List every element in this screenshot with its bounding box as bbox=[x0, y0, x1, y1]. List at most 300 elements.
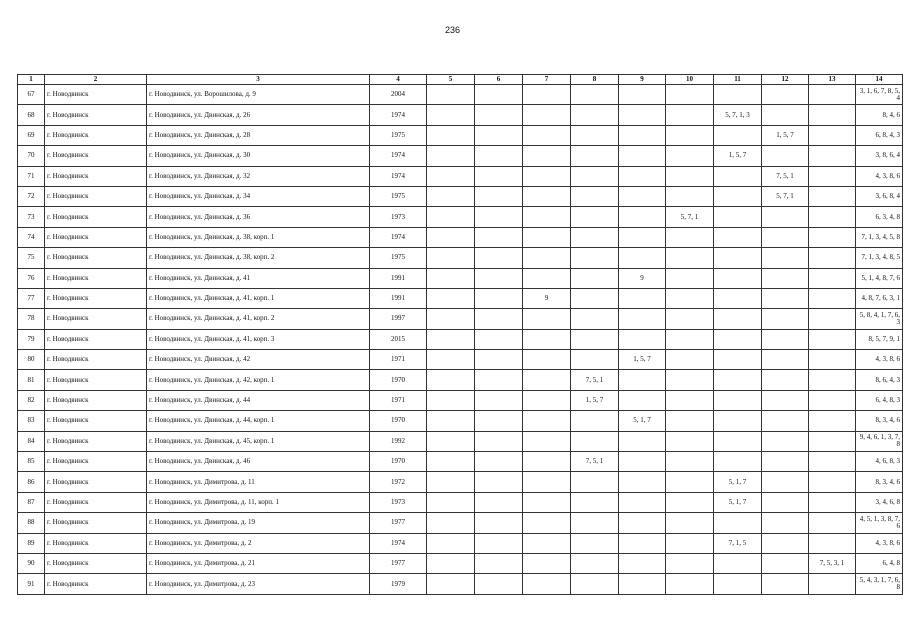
column-14-cell: 3, 4, 6, 8 bbox=[856, 492, 903, 512]
column-8-cell bbox=[571, 431, 619, 451]
column-10-cell bbox=[666, 227, 714, 247]
column-12-cell bbox=[762, 431, 809, 451]
column-6-cell bbox=[475, 105, 523, 125]
column-11-cell bbox=[714, 574, 762, 594]
column-13-cell bbox=[809, 370, 856, 390]
column-12-cell bbox=[762, 533, 809, 553]
column-10-cell bbox=[666, 472, 714, 492]
column-7-cell bbox=[523, 574, 571, 594]
column-11-cell bbox=[714, 390, 762, 410]
column-10-cell bbox=[666, 105, 714, 125]
year-cell: 1973 bbox=[370, 492, 427, 512]
column-10-cell bbox=[666, 431, 714, 451]
column-13-cell bbox=[809, 329, 856, 349]
column-5-cell bbox=[427, 288, 475, 308]
column-9-cell bbox=[619, 186, 666, 206]
column-header-4: 4 bbox=[370, 75, 427, 85]
locality-cell: г. Новодвинск bbox=[45, 370, 147, 390]
table-row bbox=[18, 248, 903, 268]
column-7-cell: 9 bbox=[523, 288, 571, 308]
column-13-cell bbox=[809, 105, 856, 125]
column-11-cell bbox=[714, 452, 762, 472]
locality-cell: г. Новодвинск bbox=[45, 472, 147, 492]
table-row bbox=[18, 553, 903, 573]
column-14-cell: 4, 3, 8, 6 bbox=[856, 350, 903, 370]
column-13-cell bbox=[809, 452, 856, 472]
table-row bbox=[18, 533, 903, 553]
table-row bbox=[18, 309, 903, 329]
row-number-cell: 71 bbox=[18, 166, 45, 186]
column-9-cell bbox=[619, 574, 666, 594]
table-row bbox=[18, 431, 903, 451]
column-14-cell: 4, 8, 7, 6, 3, 1 bbox=[856, 288, 903, 308]
column-12-cell bbox=[762, 85, 809, 105]
column-9-cell bbox=[619, 227, 666, 247]
column-8-cell: 7, 5, 1 bbox=[571, 452, 619, 472]
column-12-cell bbox=[762, 248, 809, 268]
row-number-cell: 80 bbox=[18, 350, 45, 370]
year-cell: 1970 bbox=[370, 452, 427, 472]
year-cell: 1970 bbox=[370, 370, 427, 390]
column-header-13: 13 bbox=[809, 75, 856, 85]
column-12-cell bbox=[762, 227, 809, 247]
column-12-cell bbox=[762, 452, 809, 472]
year-cell: 1974 bbox=[370, 146, 427, 166]
page-number: 236 bbox=[444, 25, 461, 35]
column-6-cell bbox=[475, 350, 523, 370]
column-8-cell bbox=[571, 166, 619, 186]
column-9-cell bbox=[619, 370, 666, 390]
address-cell: г. Новодвинск, ул. Димитрова, д. 23 bbox=[147, 574, 370, 594]
column-11-cell bbox=[714, 350, 762, 370]
address-cell: г. Новодвинск, ул. Димитрова, д. 19 bbox=[147, 513, 370, 533]
column-14-cell: 3, 6, 8, 4 bbox=[856, 186, 903, 206]
column-8-cell bbox=[571, 288, 619, 308]
column-6-cell bbox=[475, 472, 523, 492]
column-6-cell bbox=[475, 227, 523, 247]
year-cell: 1992 bbox=[370, 431, 427, 451]
column-5-cell bbox=[427, 370, 475, 390]
column-10-cell bbox=[666, 452, 714, 472]
column-6-cell bbox=[475, 492, 523, 512]
address-cell: г. Новодвинск, ул. Двинская, д. 36 bbox=[147, 207, 370, 227]
column-8-cell bbox=[571, 492, 619, 512]
column-13-cell bbox=[809, 248, 856, 268]
table-row bbox=[18, 227, 903, 247]
column-13-cell bbox=[809, 431, 856, 451]
column-10-cell bbox=[666, 268, 714, 288]
table-row bbox=[18, 513, 903, 533]
row-number-cell: 86 bbox=[18, 472, 45, 492]
column-5-cell bbox=[427, 309, 475, 329]
locality-cell: г. Новодвинск bbox=[45, 431, 147, 451]
column-header-5: 5 bbox=[427, 75, 475, 85]
column-10-cell bbox=[666, 370, 714, 390]
column-7-cell bbox=[523, 227, 571, 247]
column-5-cell bbox=[427, 350, 475, 370]
column-9-cell bbox=[619, 146, 666, 166]
table-body bbox=[18, 85, 903, 595]
column-12-cell bbox=[762, 513, 809, 533]
column-13-cell bbox=[809, 288, 856, 308]
column-11-cell bbox=[714, 227, 762, 247]
column-11-cell bbox=[714, 248, 762, 268]
column-7-cell bbox=[523, 85, 571, 105]
table-row bbox=[18, 350, 903, 370]
column-header-6: 6 bbox=[475, 75, 523, 85]
column-5-cell bbox=[427, 146, 475, 166]
column-9-cell: 9 bbox=[619, 268, 666, 288]
column-12-cell: 5, 7, 1 bbox=[762, 186, 809, 206]
column-7-cell bbox=[523, 125, 571, 145]
row-number-cell: 78 bbox=[18, 309, 45, 329]
row-number-cell: 88 bbox=[18, 513, 45, 533]
column-10-cell bbox=[666, 553, 714, 573]
row-number-cell: 72 bbox=[18, 186, 45, 206]
locality-cell: г. Новодвинск bbox=[45, 452, 147, 472]
column-9-cell bbox=[619, 288, 666, 308]
column-7-cell bbox=[523, 329, 571, 349]
column-14-cell: 5, 1, 4, 8, 7, 6 bbox=[856, 268, 903, 288]
column-14-cell: 3, 1, 6, 7, 8, 5, 4 bbox=[856, 85, 903, 105]
column-12-cell bbox=[762, 146, 809, 166]
column-6-cell bbox=[475, 85, 523, 105]
column-8-cell bbox=[571, 146, 619, 166]
row-number-cell: 68 bbox=[18, 105, 45, 125]
column-10-cell bbox=[666, 288, 714, 308]
column-5-cell bbox=[427, 268, 475, 288]
year-cell: 1977 bbox=[370, 513, 427, 533]
column-14-cell: 4, 3, 8, 6 bbox=[856, 166, 903, 186]
column-13-cell bbox=[809, 146, 856, 166]
address-cell: г. Новодвинск, ул. Двинская, д. 26 bbox=[147, 105, 370, 125]
column-10-cell bbox=[666, 390, 714, 410]
locality-cell: г. Новодвинск bbox=[45, 227, 147, 247]
year-cell: 1975 bbox=[370, 248, 427, 268]
row-number-cell: 87 bbox=[18, 492, 45, 512]
row-number-cell: 91 bbox=[18, 574, 45, 594]
column-5-cell bbox=[427, 85, 475, 105]
column-7-cell bbox=[523, 553, 571, 573]
address-cell: г. Новодвинск, ул. Двинская, д. 46 bbox=[147, 452, 370, 472]
column-7-cell bbox=[523, 105, 571, 125]
column-11-cell: 7, 1, 5 bbox=[714, 533, 762, 553]
column-7-cell bbox=[523, 166, 571, 186]
locality-cell: г. Новодвинск bbox=[45, 186, 147, 206]
column-7-cell bbox=[523, 146, 571, 166]
column-11-cell: 1, 5, 7 bbox=[714, 146, 762, 166]
column-7-cell bbox=[523, 452, 571, 472]
column-7-cell bbox=[523, 513, 571, 533]
table-row bbox=[18, 125, 903, 145]
column-9-cell bbox=[619, 85, 666, 105]
column-7-cell bbox=[523, 309, 571, 329]
column-6-cell bbox=[475, 186, 523, 206]
column-8-cell bbox=[571, 574, 619, 594]
column-11-cell bbox=[714, 411, 762, 431]
column-8-cell bbox=[571, 329, 619, 349]
column-9-cell bbox=[619, 431, 666, 451]
column-10-cell bbox=[666, 533, 714, 553]
column-header-3: 3 bbox=[147, 75, 370, 85]
locality-cell: г. Новодвинск bbox=[45, 268, 147, 288]
column-7-cell bbox=[523, 268, 571, 288]
column-13-cell bbox=[809, 390, 856, 410]
column-8-cell bbox=[571, 350, 619, 370]
year-cell: 1974 bbox=[370, 533, 427, 553]
column-6-cell bbox=[475, 390, 523, 410]
address-cell: г. Новодвинск, ул. Двинская, д. 38, корп. 2 bbox=[147, 248, 370, 268]
column-12-cell bbox=[762, 309, 809, 329]
column-5-cell bbox=[427, 553, 475, 573]
column-13-cell bbox=[809, 227, 856, 247]
column-5-cell bbox=[427, 492, 475, 512]
address-cell: г. Новодвинск, ул. Димитрова, д. 11 bbox=[147, 472, 370, 492]
column-11-cell bbox=[714, 207, 762, 227]
table-row bbox=[18, 574, 903, 594]
column-10-cell bbox=[666, 166, 714, 186]
column-9-cell bbox=[619, 207, 666, 227]
address-cell: г. Новодвинск, ул. Димитрова, д. 21 bbox=[147, 553, 370, 573]
column-12-cell bbox=[762, 390, 809, 410]
column-11-cell bbox=[714, 166, 762, 186]
column-13-cell bbox=[809, 350, 856, 370]
table-row bbox=[18, 411, 903, 431]
locality-cell: г. Новодвинск bbox=[45, 553, 147, 573]
column-10-cell bbox=[666, 329, 714, 349]
table-row bbox=[18, 207, 903, 227]
column-9-cell bbox=[619, 533, 666, 553]
column-14-cell: 4, 6, 8, 3 bbox=[856, 452, 903, 472]
column-10-cell bbox=[666, 186, 714, 206]
year-cell: 1970 bbox=[370, 411, 427, 431]
column-header-11: 11 bbox=[714, 75, 762, 85]
column-5-cell bbox=[427, 105, 475, 125]
column-6-cell bbox=[475, 288, 523, 308]
column-9-cell bbox=[619, 513, 666, 533]
year-cell: 1974 bbox=[370, 227, 427, 247]
column-7-cell bbox=[523, 411, 571, 431]
column-6-cell bbox=[475, 146, 523, 166]
locality-cell: г. Новодвинск bbox=[45, 329, 147, 349]
column-8-cell bbox=[571, 268, 619, 288]
row-number-cell: 77 bbox=[18, 288, 45, 308]
year-cell: 1971 bbox=[370, 350, 427, 370]
column-5-cell bbox=[427, 166, 475, 186]
locality-cell: г. Новодвинск bbox=[45, 85, 147, 105]
locality-cell: г. Новодвинск bbox=[45, 207, 147, 227]
address-cell: г. Новодвинск, ул. Двинская, д. 42 bbox=[147, 350, 370, 370]
column-6-cell bbox=[475, 309, 523, 329]
address-cell: г. Новодвинск, ул. Двинская, д. 44 bbox=[147, 390, 370, 410]
table-header bbox=[18, 75, 903, 85]
column-12-cell: 7, 5, 1 bbox=[762, 166, 809, 186]
column-8-cell bbox=[571, 472, 619, 492]
column-10-cell bbox=[666, 492, 714, 512]
address-cell: г. Новодвинск, ул. Двинская, д. 30 bbox=[147, 146, 370, 166]
row-number-cell: 79 bbox=[18, 329, 45, 349]
column-6-cell bbox=[475, 452, 523, 472]
address-cell: г. Новодвинск, ул. Двинская, д. 34 bbox=[147, 186, 370, 206]
column-13-cell bbox=[809, 533, 856, 553]
locality-cell: г. Новодвинск bbox=[45, 288, 147, 308]
column-12-cell bbox=[762, 370, 809, 390]
column-8-cell bbox=[571, 207, 619, 227]
column-5-cell bbox=[427, 452, 475, 472]
table-row bbox=[18, 268, 903, 288]
column-6-cell bbox=[475, 513, 523, 533]
column-8-cell bbox=[571, 309, 619, 329]
column-7-cell bbox=[523, 370, 571, 390]
column-12-cell bbox=[762, 553, 809, 573]
column-5-cell bbox=[427, 329, 475, 349]
column-9-cell bbox=[619, 125, 666, 145]
header-row bbox=[18, 75, 903, 85]
locality-cell: г. Новодвинск bbox=[45, 411, 147, 431]
year-cell: 1972 bbox=[370, 472, 427, 492]
column-12-cell bbox=[762, 350, 809, 370]
table-row bbox=[18, 492, 903, 512]
address-cell: г. Новодвинск, ул. Двинская, д. 45, корп. 1 bbox=[147, 431, 370, 451]
year-cell: 1991 bbox=[370, 268, 427, 288]
address-cell: г. Новодвинск, ул. Димитрова, д. 2 bbox=[147, 533, 370, 553]
column-9-cell bbox=[619, 248, 666, 268]
column-14-cell: 8, 5, 7, 9, 1 bbox=[856, 329, 903, 349]
table-row bbox=[18, 186, 903, 206]
row-number-cell: 84 bbox=[18, 431, 45, 451]
column-13-cell bbox=[809, 472, 856, 492]
column-8-cell bbox=[571, 248, 619, 268]
row-number-cell: 81 bbox=[18, 370, 45, 390]
table-row bbox=[18, 329, 903, 349]
year-cell: 1971 bbox=[370, 390, 427, 410]
column-11-cell bbox=[714, 431, 762, 451]
column-8-cell bbox=[571, 227, 619, 247]
column-5-cell bbox=[427, 472, 475, 492]
row-number-cell: 90 bbox=[18, 553, 45, 573]
column-header-14: 14 bbox=[856, 75, 903, 85]
column-13-cell bbox=[809, 574, 856, 594]
column-9-cell bbox=[619, 492, 666, 512]
column-10-cell bbox=[666, 248, 714, 268]
row-number-cell: 73 bbox=[18, 207, 45, 227]
address-cell: г. Новодвинск, ул. Димитрова, д. 11, корп. 1 bbox=[147, 492, 370, 512]
locality-cell: г. Новодвинск bbox=[45, 105, 147, 125]
column-12-cell bbox=[762, 207, 809, 227]
column-11-cell: 5, 1, 7 bbox=[714, 472, 762, 492]
year-cell: 1975 bbox=[370, 125, 427, 145]
column-14-cell: 9, 4, 6, 1, 3, 7, 8 bbox=[856, 431, 903, 451]
column-14-cell: 5, 4, 3, 1, 7, 6, 8 bbox=[856, 574, 903, 594]
table-row bbox=[18, 390, 903, 410]
column-9-cell bbox=[619, 390, 666, 410]
column-13-cell bbox=[809, 125, 856, 145]
table-row bbox=[18, 288, 903, 308]
column-9-cell: 1, 5, 7 bbox=[619, 350, 666, 370]
column-6-cell bbox=[475, 248, 523, 268]
column-14-cell: 3, 8, 6, 4 bbox=[856, 146, 903, 166]
column-10-cell bbox=[666, 85, 714, 105]
locality-cell: г. Новодвинск bbox=[45, 146, 147, 166]
column-header-8: 8 bbox=[571, 75, 619, 85]
column-5-cell bbox=[427, 390, 475, 410]
address-cell: г. Новодвинск, ул. Двинская, д. 28 bbox=[147, 125, 370, 145]
column-11-cell bbox=[714, 329, 762, 349]
column-5-cell bbox=[427, 207, 475, 227]
column-10-cell bbox=[666, 309, 714, 329]
column-7-cell bbox=[523, 350, 571, 370]
column-11-cell bbox=[714, 268, 762, 288]
column-6-cell bbox=[475, 431, 523, 451]
column-9-cell: 5, 1, 7 bbox=[619, 411, 666, 431]
table-row bbox=[18, 166, 903, 186]
address-cell: г. Новодвинск, ул. Двинская, д. 44, корп. 1 bbox=[147, 411, 370, 431]
column-7-cell bbox=[523, 472, 571, 492]
column-13-cell bbox=[809, 513, 856, 533]
column-7-cell bbox=[523, 431, 571, 451]
column-12-cell bbox=[762, 472, 809, 492]
column-7-cell bbox=[523, 390, 571, 410]
column-12-cell bbox=[762, 268, 809, 288]
column-11-cell bbox=[714, 125, 762, 145]
column-8-cell: 7, 5, 1 bbox=[571, 370, 619, 390]
column-9-cell bbox=[619, 329, 666, 349]
locality-cell: г. Новодвинск bbox=[45, 350, 147, 370]
address-cell: г. Новодвинск, ул. Двинская, д. 41, корп. 1 bbox=[147, 288, 370, 308]
column-5-cell bbox=[427, 248, 475, 268]
locality-cell: г. Новодвинск bbox=[45, 125, 147, 145]
column-6-cell bbox=[475, 207, 523, 227]
column-9-cell bbox=[619, 452, 666, 472]
column-12-cell bbox=[762, 288, 809, 308]
table-row bbox=[18, 452, 903, 472]
column-14-cell: 4, 3, 8, 6 bbox=[856, 533, 903, 553]
column-7-cell bbox=[523, 248, 571, 268]
column-12-cell bbox=[762, 492, 809, 512]
column-header-9: 9 bbox=[619, 75, 666, 85]
column-12-cell bbox=[762, 574, 809, 594]
column-9-cell bbox=[619, 166, 666, 186]
column-header-2: 2 bbox=[45, 75, 147, 85]
address-cell: г. Новодвинск, ул. Двинская, д. 32 bbox=[147, 166, 370, 186]
column-10-cell: 5, 7, 1 bbox=[666, 207, 714, 227]
address-cell: г. Новодвинск, ул. Двинская, д. 41, корп. 3 bbox=[147, 329, 370, 349]
column-9-cell bbox=[619, 309, 666, 329]
table-row bbox=[18, 146, 903, 166]
column-8-cell bbox=[571, 85, 619, 105]
column-14-cell: 6, 8, 4, 3 bbox=[856, 125, 903, 145]
column-12-cell bbox=[762, 411, 809, 431]
column-11-cell bbox=[714, 513, 762, 533]
column-7-cell bbox=[523, 533, 571, 553]
locality-cell: г. Новодвинск bbox=[45, 533, 147, 553]
locality-cell: г. Новодвинск bbox=[45, 574, 147, 594]
year-cell: 2015 bbox=[370, 329, 427, 349]
column-9-cell bbox=[619, 105, 666, 125]
table-row bbox=[18, 85, 903, 105]
column-14-cell: 6, 4, 8 bbox=[856, 553, 903, 573]
row-number-cell: 76 bbox=[18, 268, 45, 288]
address-cell: г. Новодвинск, ул. Двинская, д. 41 bbox=[147, 268, 370, 288]
locality-cell: г. Новодвинск bbox=[45, 248, 147, 268]
row-number-cell: 89 bbox=[18, 533, 45, 553]
column-14-cell: 6, 4, 8, 3 bbox=[856, 390, 903, 410]
year-cell: 1997 bbox=[370, 309, 427, 329]
column-header-12: 12 bbox=[762, 75, 809, 85]
table-row bbox=[18, 472, 903, 492]
row-number-cell: 85 bbox=[18, 452, 45, 472]
row-number-cell: 67 bbox=[18, 85, 45, 105]
